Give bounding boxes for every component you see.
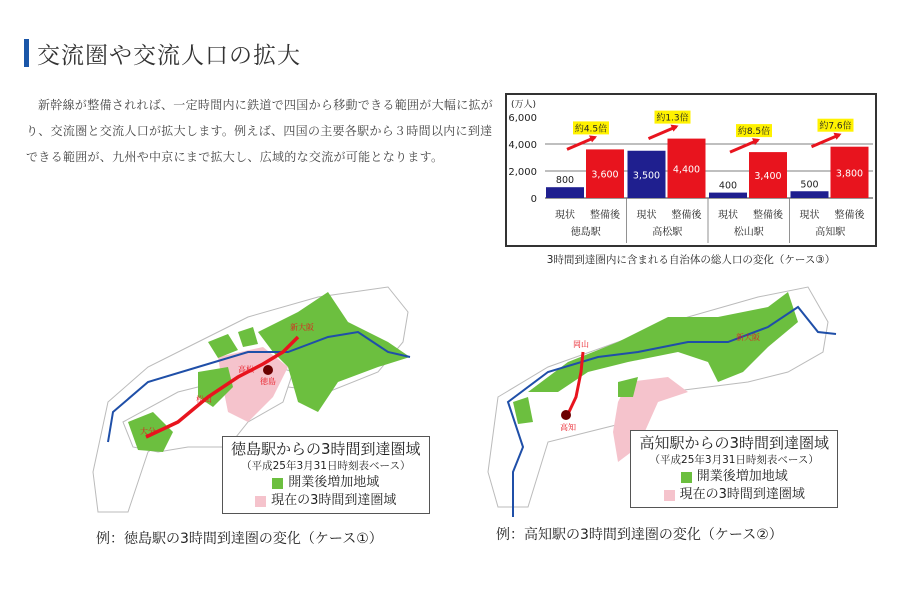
bar-value-label: 3,600 bbox=[591, 169, 619, 181]
bar-value-label: 4,400 bbox=[672, 164, 701, 176]
x-sub-label: 現状 bbox=[636, 210, 657, 221]
x-sub-label: 整備後 bbox=[671, 210, 702, 221]
green-swatch bbox=[681, 472, 692, 483]
legend-green-label: 開業後増加地域 bbox=[696, 469, 788, 484]
y-tick-label: 0 bbox=[530, 194, 537, 205]
x-category-label: 高知駅 bbox=[815, 227, 846, 238]
x-sub-label: 整備後 bbox=[753, 210, 783, 221]
x-sub-label: 整備後 bbox=[834, 210, 865, 221]
bar-current bbox=[546, 187, 584, 198]
legend-pink-label: 現在の3時間到達圏域 bbox=[271, 493, 397, 508]
map-caption-kochi: 例：高知駅の3時間到達圏の変化（ケース②） bbox=[496, 527, 783, 543]
legend-subtitle: （平成25年3月31日時刻表ベース） bbox=[241, 460, 411, 472]
bar-value-label: 500 bbox=[800, 179, 819, 191]
bar-current bbox=[709, 193, 747, 198]
x-category-label: 高松駅 bbox=[652, 227, 683, 238]
bar-value-label: 3,500 bbox=[632, 170, 661, 182]
pink-swatch bbox=[255, 496, 266, 507]
y-tick-label: 6,000 bbox=[508, 113, 537, 124]
x-category-label: 松山駅 bbox=[733, 227, 764, 238]
bar-current bbox=[791, 191, 829, 198]
x-category-label: 徳島駅 bbox=[570, 227, 601, 238]
station-label: 高松 bbox=[238, 365, 254, 374]
y-tick-label: 4,000 bbox=[508, 140, 537, 151]
chart-caption: 3時間到達圏内に含まれる自治体の総人口の変化（ケース③） bbox=[546, 254, 836, 266]
station-label: 高知 bbox=[560, 423, 576, 432]
tokushima-station-marker bbox=[263, 365, 273, 375]
station-label: 新大阪 bbox=[736, 333, 760, 342]
legend-green-label: 開業後増加地域 bbox=[288, 475, 380, 490]
chart-svg bbox=[507, 95, 875, 245]
map-legend-kochi bbox=[630, 430, 838, 508]
title-accent-bar bbox=[24, 39, 29, 67]
green-swatch bbox=[272, 478, 283, 489]
x-sub-label: 整備後 bbox=[590, 210, 620, 221]
bar-value-label: 3,800 bbox=[835, 168, 864, 180]
growth-annotation: 約1.3倍 bbox=[656, 113, 689, 124]
growth-annotation: 約7.6倍 bbox=[819, 121, 852, 132]
legend-title: 高知駅からの3時間到達圏域 bbox=[639, 434, 829, 452]
bar-value-label: 400 bbox=[718, 180, 738, 192]
kochi-station-marker bbox=[561, 410, 571, 420]
map-caption-tokushima: 例：徳島駅の3時間到達圏の変化（ケース①） bbox=[96, 531, 383, 547]
station-label: 新大阪 bbox=[290, 323, 314, 332]
station-label: 岡山 bbox=[573, 340, 589, 349]
legend-pink-label: 現在の3時間到達圏域 bbox=[679, 487, 805, 502]
bar-value-label: 3,400 bbox=[754, 171, 782, 183]
population-chart bbox=[505, 93, 877, 247]
x-sub-label: 現状 bbox=[555, 210, 575, 221]
y-unit-label: (万人) bbox=[511, 100, 537, 110]
growth-annotation: 約8.5倍 bbox=[737, 127, 771, 138]
x-sub-label: 現状 bbox=[718, 210, 738, 221]
growth-annotation: 約4.5倍 bbox=[574, 124, 608, 135]
legend-subtitle: （平成25年3月31日時刻表ベース） bbox=[649, 454, 819, 466]
intro-paragraph: 新幹線が整備されれば、一定時間内に鉄道で四国から移動できる範囲が大幅に拡がり、交流圏と交流人口が拡大します。例えば、四国の主要各駅から３時間以内に到達できる範囲が、九州や中京にまで拡大し、広域的な交流が可能となります。 bbox=[26, 98, 494, 164]
map-legend-tokushima bbox=[222, 436, 430, 514]
legend-title: 徳島駅からの3時間到達圏域 bbox=[231, 440, 421, 458]
x-sub-label: 現状 bbox=[799, 210, 820, 221]
station-label: 松山 bbox=[196, 395, 212, 404]
page-title: 交流圏や交流人口の拡大 bbox=[37, 42, 301, 69]
station-label: 徳島 bbox=[260, 377, 276, 386]
section-title bbox=[24, 38, 301, 68]
pink-swatch bbox=[664, 490, 675, 501]
y-tick-label: 2,000 bbox=[508, 167, 537, 178]
station-label: 大分 bbox=[140, 427, 156, 436]
bar-value-label: 800 bbox=[555, 175, 575, 187]
